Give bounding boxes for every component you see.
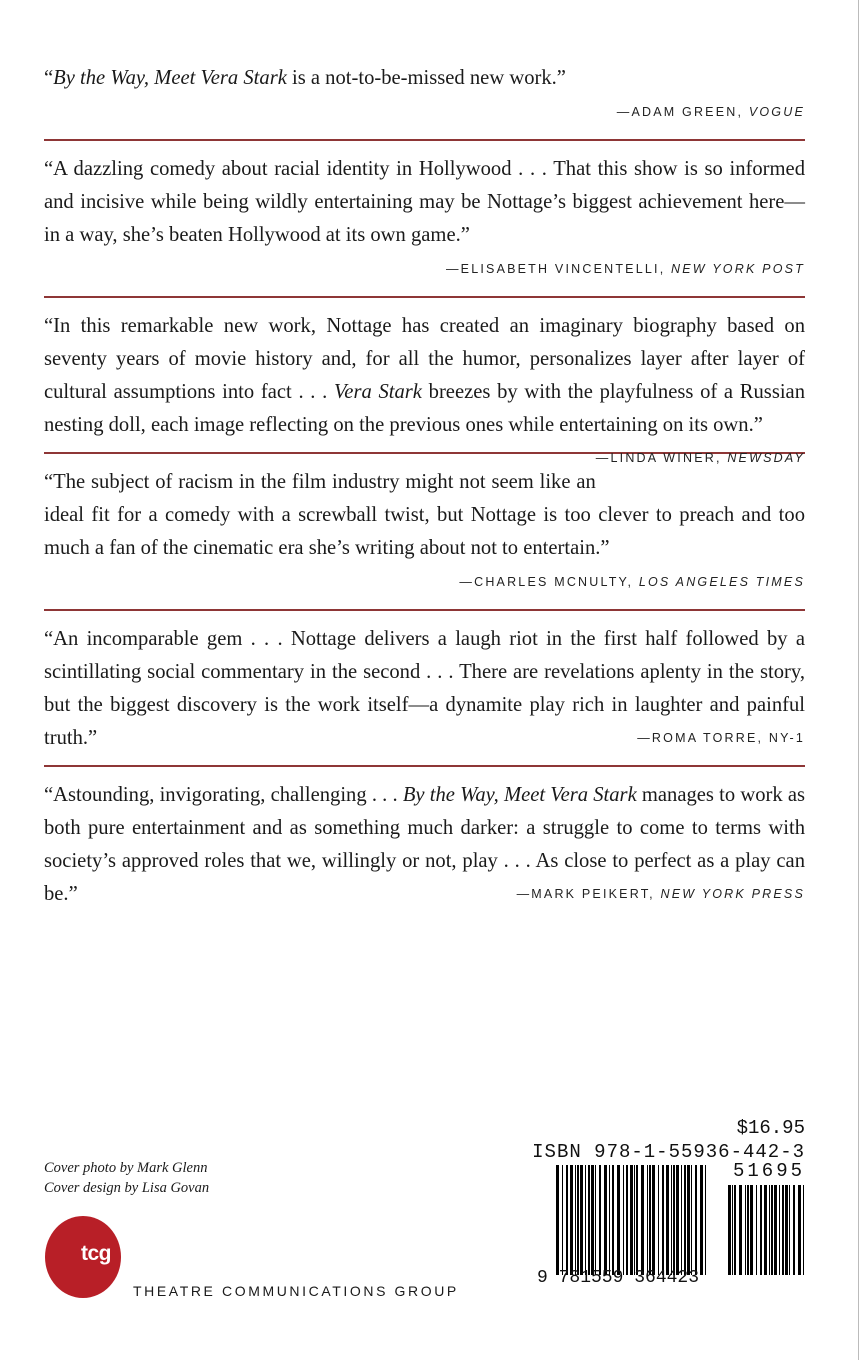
barcode-bar	[636, 1165, 638, 1275]
review-quotes	[44, 62, 805, 911]
barcode-bar	[764, 1185, 767, 1275]
review-quote	[44, 62, 805, 95]
barcode-bar	[591, 1165, 594, 1275]
barcode-bar	[566, 1165, 568, 1275]
review-block	[44, 153, 805, 286]
barcode-bar	[771, 1185, 773, 1275]
publication-name: VOGUE	[748, 105, 805, 119]
review-quote	[44, 153, 805, 252]
barcode-bar	[588, 1165, 590, 1275]
publication-name: NEWSDAY	[727, 451, 805, 465]
reviewer-name: —CHARLES MCNULTY,	[459, 575, 639, 589]
review-attribution	[637, 722, 805, 755]
barcode-bar	[649, 1165, 651, 1275]
reviewer-name: —ADAM GREEN,	[616, 105, 749, 119]
review-quote	[44, 779, 805, 911]
logo-text: tcg	[81, 1242, 111, 1265]
barcode-bar	[662, 1165, 664, 1275]
barcode-bar	[562, 1165, 563, 1275]
barcode-bar	[760, 1185, 762, 1275]
cover-photo-credit: Cover photo by Mark Glenn	[44, 1160, 208, 1176]
barcode-bar	[658, 1165, 659, 1275]
page-edge	[858, 0, 859, 1360]
barcode-bar	[647, 1165, 648, 1275]
reviewer-name: —LINDA WINER,	[595, 451, 728, 465]
barcode-bar	[756, 1185, 757, 1275]
cover-credits	[44, 1158, 209, 1198]
quote-text: manages to work as both pure entertainment and as something much darker: a struggle to come to terms with society’s approved roles that we, willingly or not, play . . . As close to perfect as a play can be.”	[44, 784, 805, 905]
barcode-bar	[747, 1185, 749, 1275]
barcode-bar	[779, 1185, 780, 1275]
cover-design-credit: Cover design by Lisa Govan	[44, 1180, 210, 1196]
publication-name: NEW YORK POST	[671, 262, 805, 276]
barcode-bar	[634, 1165, 635, 1275]
barcode-bar	[728, 1185, 731, 1275]
barcode-bar	[700, 1165, 703, 1275]
divider-rule	[44, 765, 805, 767]
reviewer-name: —MARK PEIKERT,	[516, 887, 661, 901]
barcode-bar	[599, 1165, 601, 1275]
barcode-bar	[595, 1165, 596, 1275]
barcode-bar	[695, 1165, 697, 1275]
barcode-bar	[793, 1185, 795, 1275]
publication-name: LOS ANGELES TIMES	[638, 575, 805, 589]
quote-text: “Astounding, invigorating, challenging . . .	[44, 784, 403, 806]
barcode	[540, 1160, 810, 1280]
barcode-bar	[666, 1165, 669, 1275]
barcode-bar	[612, 1165, 614, 1275]
barcode-bar	[769, 1185, 770, 1275]
price: $16.95	[736, 1117, 805, 1139]
barcode-bar	[652, 1165, 655, 1275]
review-block	[44, 623, 805, 755]
review-attribution	[517, 878, 805, 911]
barcode-bar	[789, 1185, 790, 1275]
barcode-bar	[575, 1165, 576, 1275]
review-attribution	[44, 253, 805, 286]
barcode-bar	[556, 1165, 559, 1275]
divider-rule	[44, 609, 805, 611]
review-block	[44, 779, 805, 911]
ean-number: 9 781559 364423	[537, 1268, 700, 1288]
review-attribution	[596, 442, 805, 475]
barcode-bar	[641, 1165, 644, 1275]
publication-name: NEW YORK PRESS	[660, 887, 805, 901]
barcode-bar	[617, 1165, 620, 1275]
barcode-bar	[732, 1185, 733, 1275]
italic-title: By the Way, Meet Vera Stark	[53, 67, 287, 89]
quote-text: “	[44, 67, 54, 89]
barcode-bar	[673, 1165, 675, 1275]
divider-rule	[44, 296, 805, 298]
barcode-bar	[570, 1165, 573, 1275]
reviewer-name: —ELISABETH VINCENTELLI,	[445, 262, 672, 276]
barcode-bar	[798, 1185, 801, 1275]
barcode-bar	[739, 1185, 742, 1275]
barcode-bar	[803, 1185, 804, 1275]
barcode-bar	[604, 1165, 607, 1275]
quote-text: “In this remarkable new work, Nottage has created an imaginary biography based on seventy years of movie history and, for all the humor, personalizes layer after layer of cultural assumptions into fact . . .	[44, 315, 805, 403]
barcode-bar	[580, 1165, 583, 1275]
review-quote	[44, 466, 805, 565]
barcode-bar	[745, 1185, 746, 1275]
barcode-bar	[671, 1165, 672, 1275]
barcode-bar	[734, 1185, 736, 1275]
barcode-bar	[782, 1185, 784, 1275]
quote-text: is a not-to-be-missed new work.”	[286, 67, 566, 89]
barcode-bar	[687, 1165, 690, 1275]
italic-title: By the Way, Meet Vera Stark	[402, 784, 637, 806]
barcode-bar	[705, 1165, 706, 1275]
tcg-logo	[45, 1216, 121, 1298]
quote-text: “A dazzling comedy about racial identity in Hollywood . . . That this show is so informed and incisive while being wildly entertaining may be Nottage’s biggest achievement here—in a way, she’s beaten Hollywood at its own game.”	[44, 158, 805, 246]
review-block	[44, 466, 805, 599]
review-block	[44, 310, 805, 465]
barcode-bar	[676, 1165, 679, 1275]
publisher-name: THEATRE COMMUNICATIONS GROUP	[133, 1283, 459, 1299]
barcode-bar	[623, 1165, 624, 1275]
quote-text: “An incomparable gem . . . Nottage delivers a laugh riot in the first half followed by a scintillating social commentary in the second . . . There are revelations aplenty in the story, but the biggest discovery is the work itself—a dynamite play rich in laughter and painful truth.”	[44, 628, 805, 749]
barcode-bar	[626, 1165, 628, 1275]
price-addon-number: 51695	[732, 1160, 805, 1182]
review-attribution	[44, 566, 805, 599]
barcode-bar	[750, 1185, 753, 1275]
review-attribution	[44, 96, 805, 129]
divider-rule	[44, 139, 805, 141]
review-quote	[44, 310, 805, 465]
barcode-bar	[691, 1165, 692, 1275]
barcode-bar	[774, 1185, 777, 1275]
italic-title: Vera Stark	[334, 381, 422, 403]
barcode-bar	[585, 1165, 586, 1275]
review-quote	[44, 623, 805, 755]
review-block	[44, 62, 805, 129]
isbn: ISBN 978-1-55936-442-3	[532, 1141, 805, 1163]
quote-text: “The subject of racism in the film industry might not seem like an ideal fit for a comedy with a screwball twist, but Nottage is too clever to preach and too much a fan of the cinematic era she’s writing about not to entertain.”	[44, 471, 805, 559]
reviewer-name: —ROMA TORRE, NY-1	[637, 731, 805, 745]
barcode-bar	[630, 1165, 633, 1275]
barcode-bar	[577, 1165, 579, 1275]
quote-text: breezes by with the playfulness of a Russian nesting doll, each image reflecting on the previous ones while entertaining on its own.”	[44, 381, 805, 436]
barcode-bar	[609, 1165, 610, 1275]
barcode-bar	[785, 1185, 788, 1275]
barcode-bar	[681, 1165, 682, 1275]
barcode-bar	[684, 1165, 686, 1275]
